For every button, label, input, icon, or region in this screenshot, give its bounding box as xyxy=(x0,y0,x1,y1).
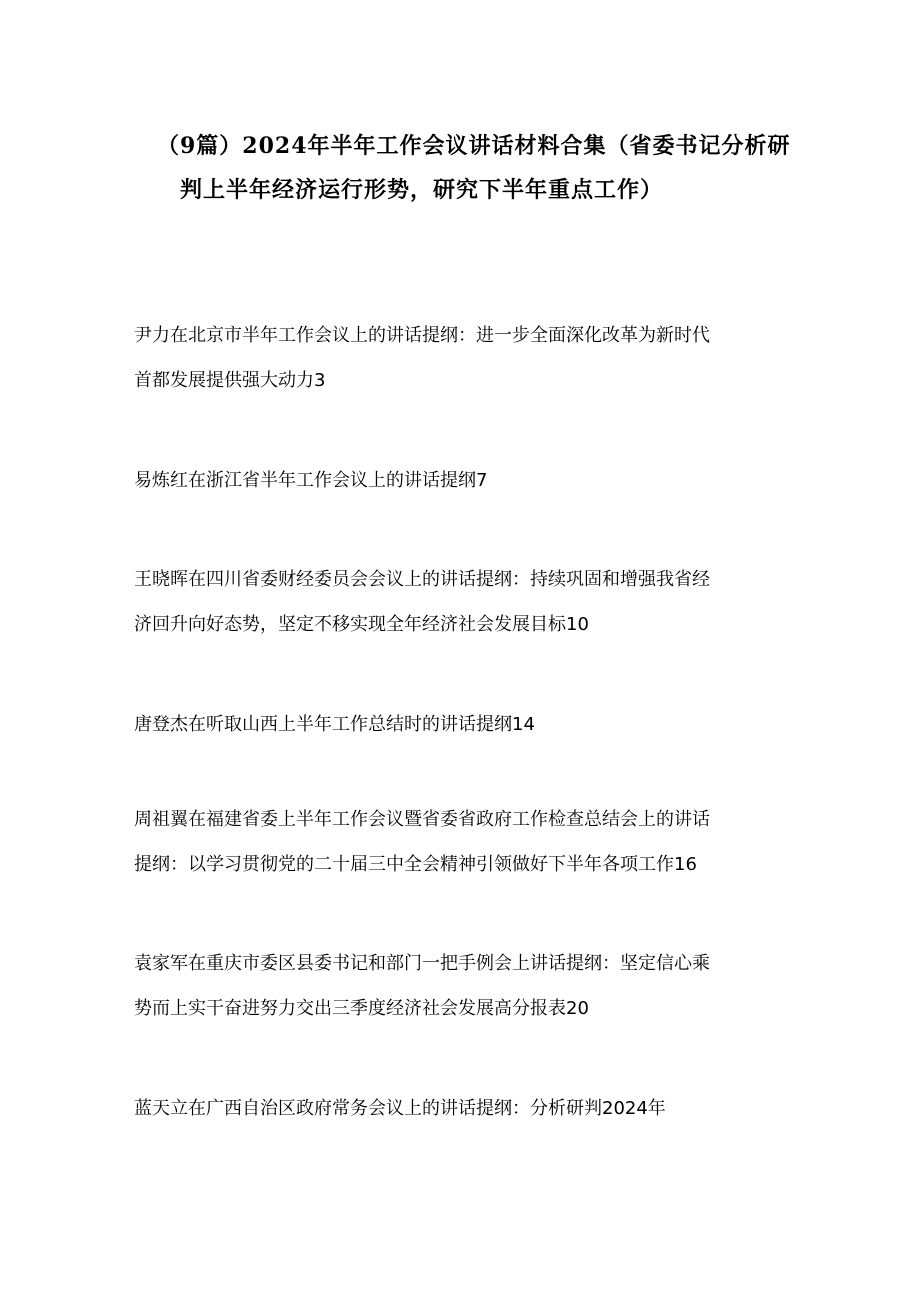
toc-entry-text: 蓝天立在广西自治区政府常务会议上的讲话提纲：分析研判2024年 xyxy=(134,1098,666,1119)
toc-entry-text: 袁家军在重庆市委区县委书记和部门一把手例会上讲话提纲：坚定信心乘 xyxy=(134,953,710,974)
toc-entry-text: 济回升向好态势，坚定不移实现全年经济社会发展目标10 xyxy=(134,614,589,635)
toc-entry-zhejiang[interactable] xyxy=(134,458,487,503)
toc-entry-shanxi[interactable] xyxy=(134,702,535,747)
toc-entry-chongqing[interactable] xyxy=(134,941,710,1031)
title-line-2: 判上半年经济运行形势，研究下半年重点工作） xyxy=(180,177,664,203)
toc-entry-fujian[interactable] xyxy=(134,797,710,887)
toc-entry-text: 唐登杰在听取山西上半年工作总结时的讲话提纲14 xyxy=(134,714,535,735)
toc-entry-sichuan[interactable] xyxy=(134,557,710,647)
toc-entry-text: 周祖翼在福建省委上半年工作会议暨省委省政府工作检查总结会上的讲话 xyxy=(134,809,710,830)
toc-entry-text: 首都发展提供强大动力3 xyxy=(134,370,326,391)
toc-entry-text: 势而上实干奋进努力交出三季度经济社会发展高分报表20 xyxy=(134,998,589,1019)
toc-entry-beijing[interactable] xyxy=(134,313,710,403)
title-line-1: （9篇）2024年半年工作会议讲话材料合集（省委书记分析研 xyxy=(157,133,791,159)
toc-entry-text: 尹力在北京市半年工作会议上的讲话提纲：进一步全面深化改革为新时代 xyxy=(134,325,710,346)
document-title xyxy=(0,124,920,212)
toc-entry-guangxi[interactable] xyxy=(134,1086,666,1131)
toc-entry-text: 王晓晖在四川省委财经委员会会议上的讲话提纲：持续巩固和增强我省经 xyxy=(134,569,710,590)
toc-entry-text: 提纲：以学习贯彻党的二十届三中全会精神引领做好下半年各项工作16 xyxy=(134,854,697,875)
toc-entry-text: 易炼红在浙江省半年工作会议上的讲话提纲7 xyxy=(134,470,488,491)
